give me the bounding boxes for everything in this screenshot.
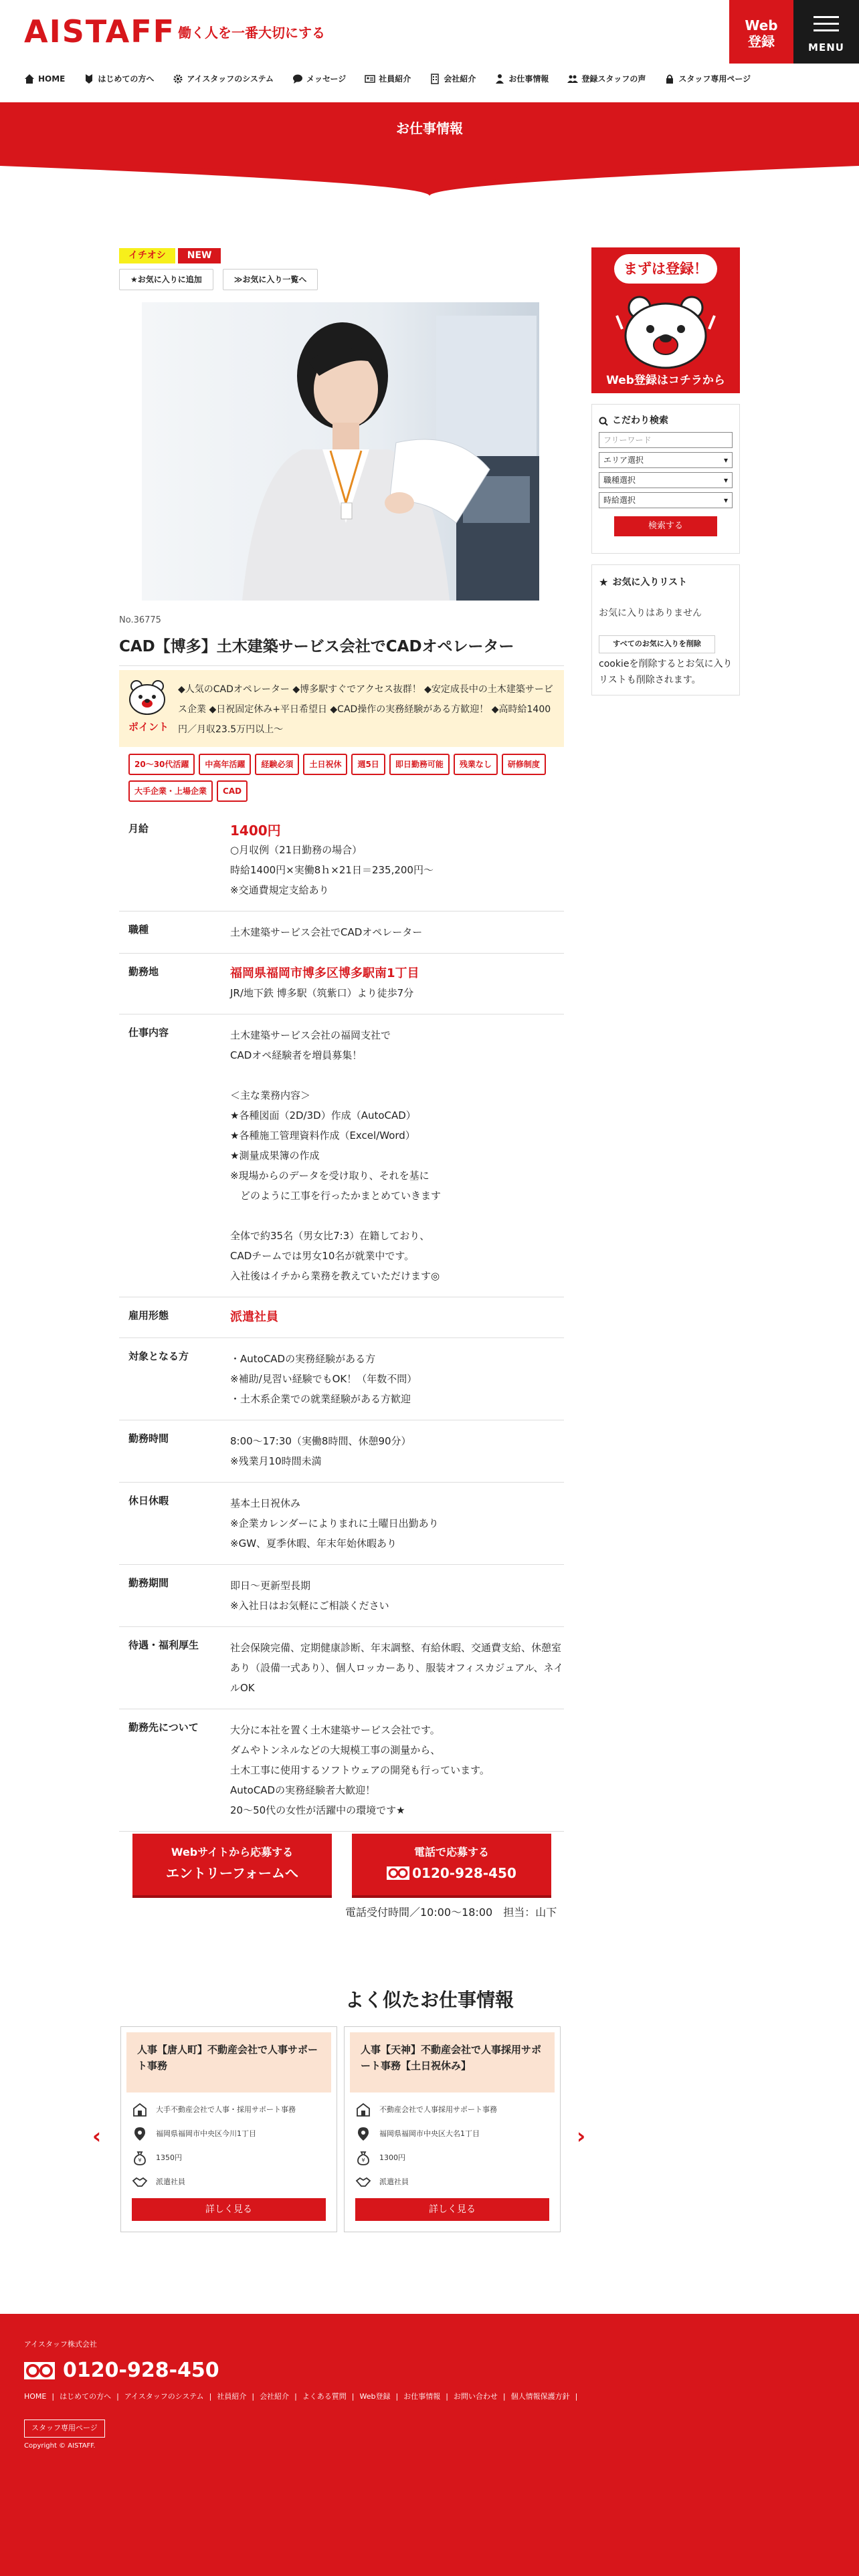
chip: 週5日 [351,754,385,775]
footer-link[interactable]: 社員紹介 [217,2392,247,2401]
nav-company[interactable] [430,71,476,87]
info-label: 勤務期間 [128,1577,169,1589]
chevron-down-icon: ▾ [723,475,728,485]
banner-background [0,102,859,196]
tel-apply-button[interactable] [352,1834,551,1895]
search-button[interactable]: 検索する [614,516,717,536]
info-value [230,1308,564,1327]
footer-link[interactable]: アイスタッフのシステム [124,2392,204,2401]
chip: 残業なし [454,754,498,775]
favorite-title-row [599,574,733,591]
salary-highlight: 1400円 [230,823,281,839]
site-logo[interactable]: AISTAFF [24,13,176,49]
info-row-target [119,1338,564,1420]
card-company-row [132,2098,326,2122]
info-value: ・AutoCADの実務経験がある方 ※補助/見習い経験でもOK！（年数不問） ・土木系企業での就業経験がある方歓迎 [230,1353,417,1405]
info-label: 勤務先について [128,1721,199,1733]
footer-link[interactable]: HOME [24,2392,47,2401]
nav-staff[interactable] [365,71,411,87]
point-box [119,670,564,747]
tag-featured: イチオシ [119,248,175,263]
footer-link[interactable]: Web登録 [359,2392,391,2401]
register-bubble: まずは登録！ [614,254,717,284]
favorite-note: cookieを削除するとお気に入りリストも削除されます。 [599,658,733,685]
nav-voices[interactable] [567,71,646,87]
web-register-button[interactable] [729,0,793,64]
favorite-list-button[interactable]: ≫お気に入り一覧へ [223,269,318,290]
footer-link[interactable]: はじめての方へ [60,2392,112,2401]
gear-icon [173,74,183,84]
nav-label: 登録スタッフの声 [581,74,646,84]
footer-sep: | [446,2392,448,2401]
footer-link[interactable]: 会社紹介 [260,2392,290,2401]
info-row-employment [119,1297,564,1338]
delete-favorites-button[interactable]: すべてのお気に入りを削除 [599,635,715,653]
copyright: Copyright © AISTAFF. [24,2442,96,2450]
nav-label: HOME [38,74,66,84]
people-icon [567,74,578,84]
lock-icon [664,74,675,84]
page-banner [0,102,859,196]
info-label: 仕事内容 [128,1027,169,1039]
info-row-occupation [119,911,564,954]
job-detail [119,247,564,796]
footer-sep: | [252,2392,255,2401]
web-register-line2: 登録 [748,33,775,49]
chip: CAD [217,780,248,802]
info-row-benefits [119,1627,564,1709]
select-value: エリア選択 [603,455,644,465]
register-banner[interactable] [591,247,740,393]
footer-sep: | [209,2392,212,2401]
info-label: 雇用形態 [128,1309,169,1321]
location-highlight: 福岡県福岡市博多区博多駅南1丁目 [230,966,419,980]
nav-home[interactable] [24,71,65,87]
nav-label: メッセージ [306,74,347,84]
info-value: 社会保険完備、定期健康診断、年末調整、有給休暇、交通費支給、休憩室あり（設備一式あり）、個人ロッカーあり、服装オフィスカジュアル、ネイルOK [230,1642,564,1694]
info-row-period [119,1565,564,1627]
nav-jobs[interactable] [494,71,549,87]
info-value: 大分に本社を置く土木建築サービス会社です。 ダムやトンネルなどの大規模工事の測量から、 土木工事に使用するソフトウェアの開発も行っています。 AutoCADの実務経験者大歓迎！ 20〜50代の女性が活躍中の環境です★ [230,1724,490,1816]
free-dial-icon [387,1866,409,1880]
wage-select[interactable] [599,492,733,508]
menu-label: MENU [808,41,844,53]
card-wage-row [355,2146,549,2170]
footer-link[interactable]: 個人情報保護方針 [510,2392,570,2401]
salary-text: ○月収例（21日勤務の場合） 時給1400円×実働8ｈ×21日＝235,200円〜 ※交通費規定支給あり [230,844,434,896]
occupation-select[interactable] [599,472,733,488]
nav-beginner[interactable] [84,71,154,87]
card-detail-button[interactable]: 詳しく見る [355,2198,549,2221]
star-icon: ★ [599,576,609,588]
bear-mascot-icon [127,678,167,716]
footer-sep: | [502,2392,506,2401]
bear-mascot-icon [615,289,716,369]
footer-link[interactable]: お問い合わせ [453,2392,498,2401]
info-label: 待遇・福利厚生 [128,1639,199,1651]
nav-label: アイスタッフのシステム [187,74,274,84]
id-card-icon [365,74,375,84]
building-icon [355,2102,371,2118]
tel-apply-number: 0120-928-450 [412,1865,516,1881]
handshake-icon [132,2174,148,2190]
money-bag-icon [132,2150,148,2166]
card-type: 派遣社員 [379,2177,409,2186]
chip: 20～30代活躍 [128,754,195,775]
nav-label: 会社紹介 [444,74,476,84]
nav-system[interactable] [173,71,274,87]
location-pin-icon [355,2126,371,2142]
job-photo [142,302,539,601]
tag-new: NEW [178,248,221,263]
handshake-icon [355,2174,371,2190]
svg-text:¥: ¥ [138,2157,142,2163]
info-value: 即日〜更新型長期 ※入社日はお気軽にご相談ください [230,1580,389,1612]
info-row-salary [119,811,564,911]
info-value: 土木建築サービス会社でCADオペレーター [230,926,423,938]
building-icon [132,2102,148,2118]
nav-staff-page[interactable] [664,71,751,87]
search-panel [591,404,740,554]
info-label: 勤務時間 [128,1432,169,1444]
info-label: 月給 [128,823,149,835]
area-select[interactable] [599,452,733,468]
web-apply-small: Webサイトから応募する [171,1846,294,1858]
info-value [230,964,564,1003]
web-apply-button[interactable] [132,1834,332,1895]
home-icon [24,74,35,84]
favorite-panel [591,564,740,695]
prev-arrow-icon[interactable]: ‹ [92,2123,102,2149]
job-tags [119,247,564,263]
location-pin-icon [132,2126,148,2142]
select-value: 時給選択 [603,496,636,505]
card-company-row [355,2098,549,2122]
register-banner-text: Web登録はコチラから [606,373,725,387]
footer-tel[interactable] [24,2355,219,2385]
card-address-row [355,2122,549,2146]
info-label: 休日休暇 [128,1495,169,1507]
job-title: CAD【博多】土木建築サービス会社でCADオペレーター [119,635,564,666]
info-value [230,821,564,900]
chevron-down-icon: ▾ [723,496,728,505]
job-info-table [119,811,564,1832]
phone-hours: 電話受付時間／10:00〜18:00 担当：山下 [345,1906,557,1919]
building-icon [430,74,440,84]
info-label: 勤務地 [128,966,159,978]
chevron-down-icon: ▾ [723,455,728,465]
favorite-title: お気に入りリスト [612,576,688,588]
related-title: よく似たお仕事情報 [345,1989,514,2011]
favorite-empty: お気に入りはありません [599,608,702,619]
chip: 中高年活躍 [199,754,251,775]
info-row-company [119,1709,564,1832]
card-detail-button[interactable]: 詳しく見る [132,2198,326,2221]
nav-label: はじめての方へ [98,74,155,84]
freeword-input[interactable]: フリーワード [599,432,733,448]
card-address: 福岡県福岡市中央区今川1丁目 [156,2129,256,2138]
related-card[interactable] [344,2026,561,2232]
info-value: 土木建築サービス会社の福岡支社で CADオペ経験者を増員募集！ ＜主な業務内容＞ ★各種図面（2D/3D）作成（AutoCAD） ★各種施工管理資料作成（Excel/Word） ★測量成果簿の作成 ※現場からのデータを受け取り、それを基に どのように工事を行ったかまとめていきます 全体で約35名（男女比7:3）在籍しており、 CADチームでは男女10名が就業中です。 入社後はイチから業務を教えていただけます◎ [230,1029,442,1282]
feature-chips [128,754,573,807]
web-register-line1: Web [745,17,778,33]
web-apply-big: エントリーフォームへ [166,1865,298,1881]
card-title: 人事【天神】不動産会社で人事採用サポート事務【土日祝休み】 [350,2032,555,2092]
card-address: 福岡県福岡市中央区大名1丁目 [379,2129,480,2138]
hamburger-icon [814,16,839,36]
tel-apply-small: 電話で応募する [413,1846,489,1858]
page-title: お仕事情報 [396,120,463,136]
footer-sep: | [351,2392,355,2401]
footer-sep: | [575,2392,578,2401]
footer-staff-page-button[interactable]: スタッフ専用ページ [24,2420,105,2438]
beginner-icon [84,74,94,84]
add-favorite-button[interactable]: ★お気に入りに追加 [119,269,213,290]
info-label: 対象となる方 [128,1350,189,1362]
card-wage: 1300円 [379,2153,405,2162]
money-bag-icon [355,2150,371,2166]
nav-label: お仕事情報 [508,74,549,84]
menu-button[interactable] [793,0,859,64]
tel-apply-number-row [352,1863,551,1883]
chip: 大手企業・上場企業 [128,780,213,802]
info-row-holidays [119,1483,564,1565]
card-type-row [132,2170,326,2194]
worker-icon [494,74,505,84]
point-label: ポイント [128,721,169,733]
svg-text:¥: ¥ [361,2157,365,2163]
search-icon [599,417,608,426]
info-label: 職種 [128,924,149,936]
card-company: 大手不動産会社で人事・採用サポート事務 [156,2105,296,2114]
favorite-buttons [119,269,564,290]
chip: 研修制度 [502,754,546,775]
info-row-hours [119,1420,564,1483]
card-type-row [355,2170,549,2194]
related-card[interactable] [120,2026,337,2232]
global-nav [24,71,769,87]
next-arrow-icon[interactable]: › [577,2123,586,2149]
footer-sep: | [294,2392,297,2401]
footer-link[interactable]: よくある質問 [302,2392,347,2401]
chip: 即日勤務可能 [389,754,450,775]
info-row-work-content [119,1014,564,1297]
footer-links [24,2391,583,2403]
card-company: 不動産会社で人事採用サポート事務 [379,2105,497,2114]
search-title-row [599,414,733,428]
chat-icon [292,74,303,84]
footer-sep: | [395,2392,399,2401]
chip: 経験必須 [255,754,299,775]
point-text: ◆人気のCADオペレーター ◆博多駅すぐでアクセス抜群！ ◆安定成長中の土木建築サービス企業 ◆日祝固定休み+平日希望日 ◆CAD操作の実務経験がある方歓迎！ ◆高時給1400円／月収23.5万円以上〜 [178,684,553,735]
info-row-location [119,954,564,1014]
employment-highlight: 派遣社員 [230,1310,278,1324]
location-text: JR/地下鉄 博多駅（筑紫口）より徒歩7分 [230,987,414,999]
site-footer [0,2314,859,2576]
footer-sep: | [52,2392,55,2401]
tagline: 働く人を一番大切にする [178,25,325,41]
search-title: こだわり検索 [612,415,668,426]
info-value: 8:00〜17:30（実働8時間、休憩90分） ※残業月10時間未満 [230,1435,411,1467]
site-header [0,0,859,64]
related-carousel [120,2026,562,2234]
footer-tel-number: 0120-928-450 [63,2359,219,2382]
footer-company: アイスタッフ株式会社 [24,2340,97,2349]
nav-label: 社員紹介 [379,74,411,84]
chip: 土日祝休 [303,754,347,775]
card-title: 人事【唐人町】不動産会社で人事サポート事務 [126,2032,331,2092]
card-wage: 1350円 [156,2153,182,2162]
nav-message[interactable] [292,71,346,87]
info-value: 基本土日祝休み ※企業カレンダーによりまれに土曜日出勤あり ※GW、夏季休暇、年末年始休暇あり [230,1497,439,1549]
select-value: 職種選択 [603,475,636,485]
free-dial-icon [24,2362,55,2379]
card-wage-row [132,2146,326,2170]
job-number: No.36775 [119,615,161,625]
nav-label: スタッフ専用ページ [678,74,751,84]
footer-sep: | [116,2392,119,2401]
footer-link[interactable]: お仕事情報 [403,2392,441,2401]
card-address-row [132,2122,326,2146]
card-type: 派遣社員 [156,2177,185,2186]
